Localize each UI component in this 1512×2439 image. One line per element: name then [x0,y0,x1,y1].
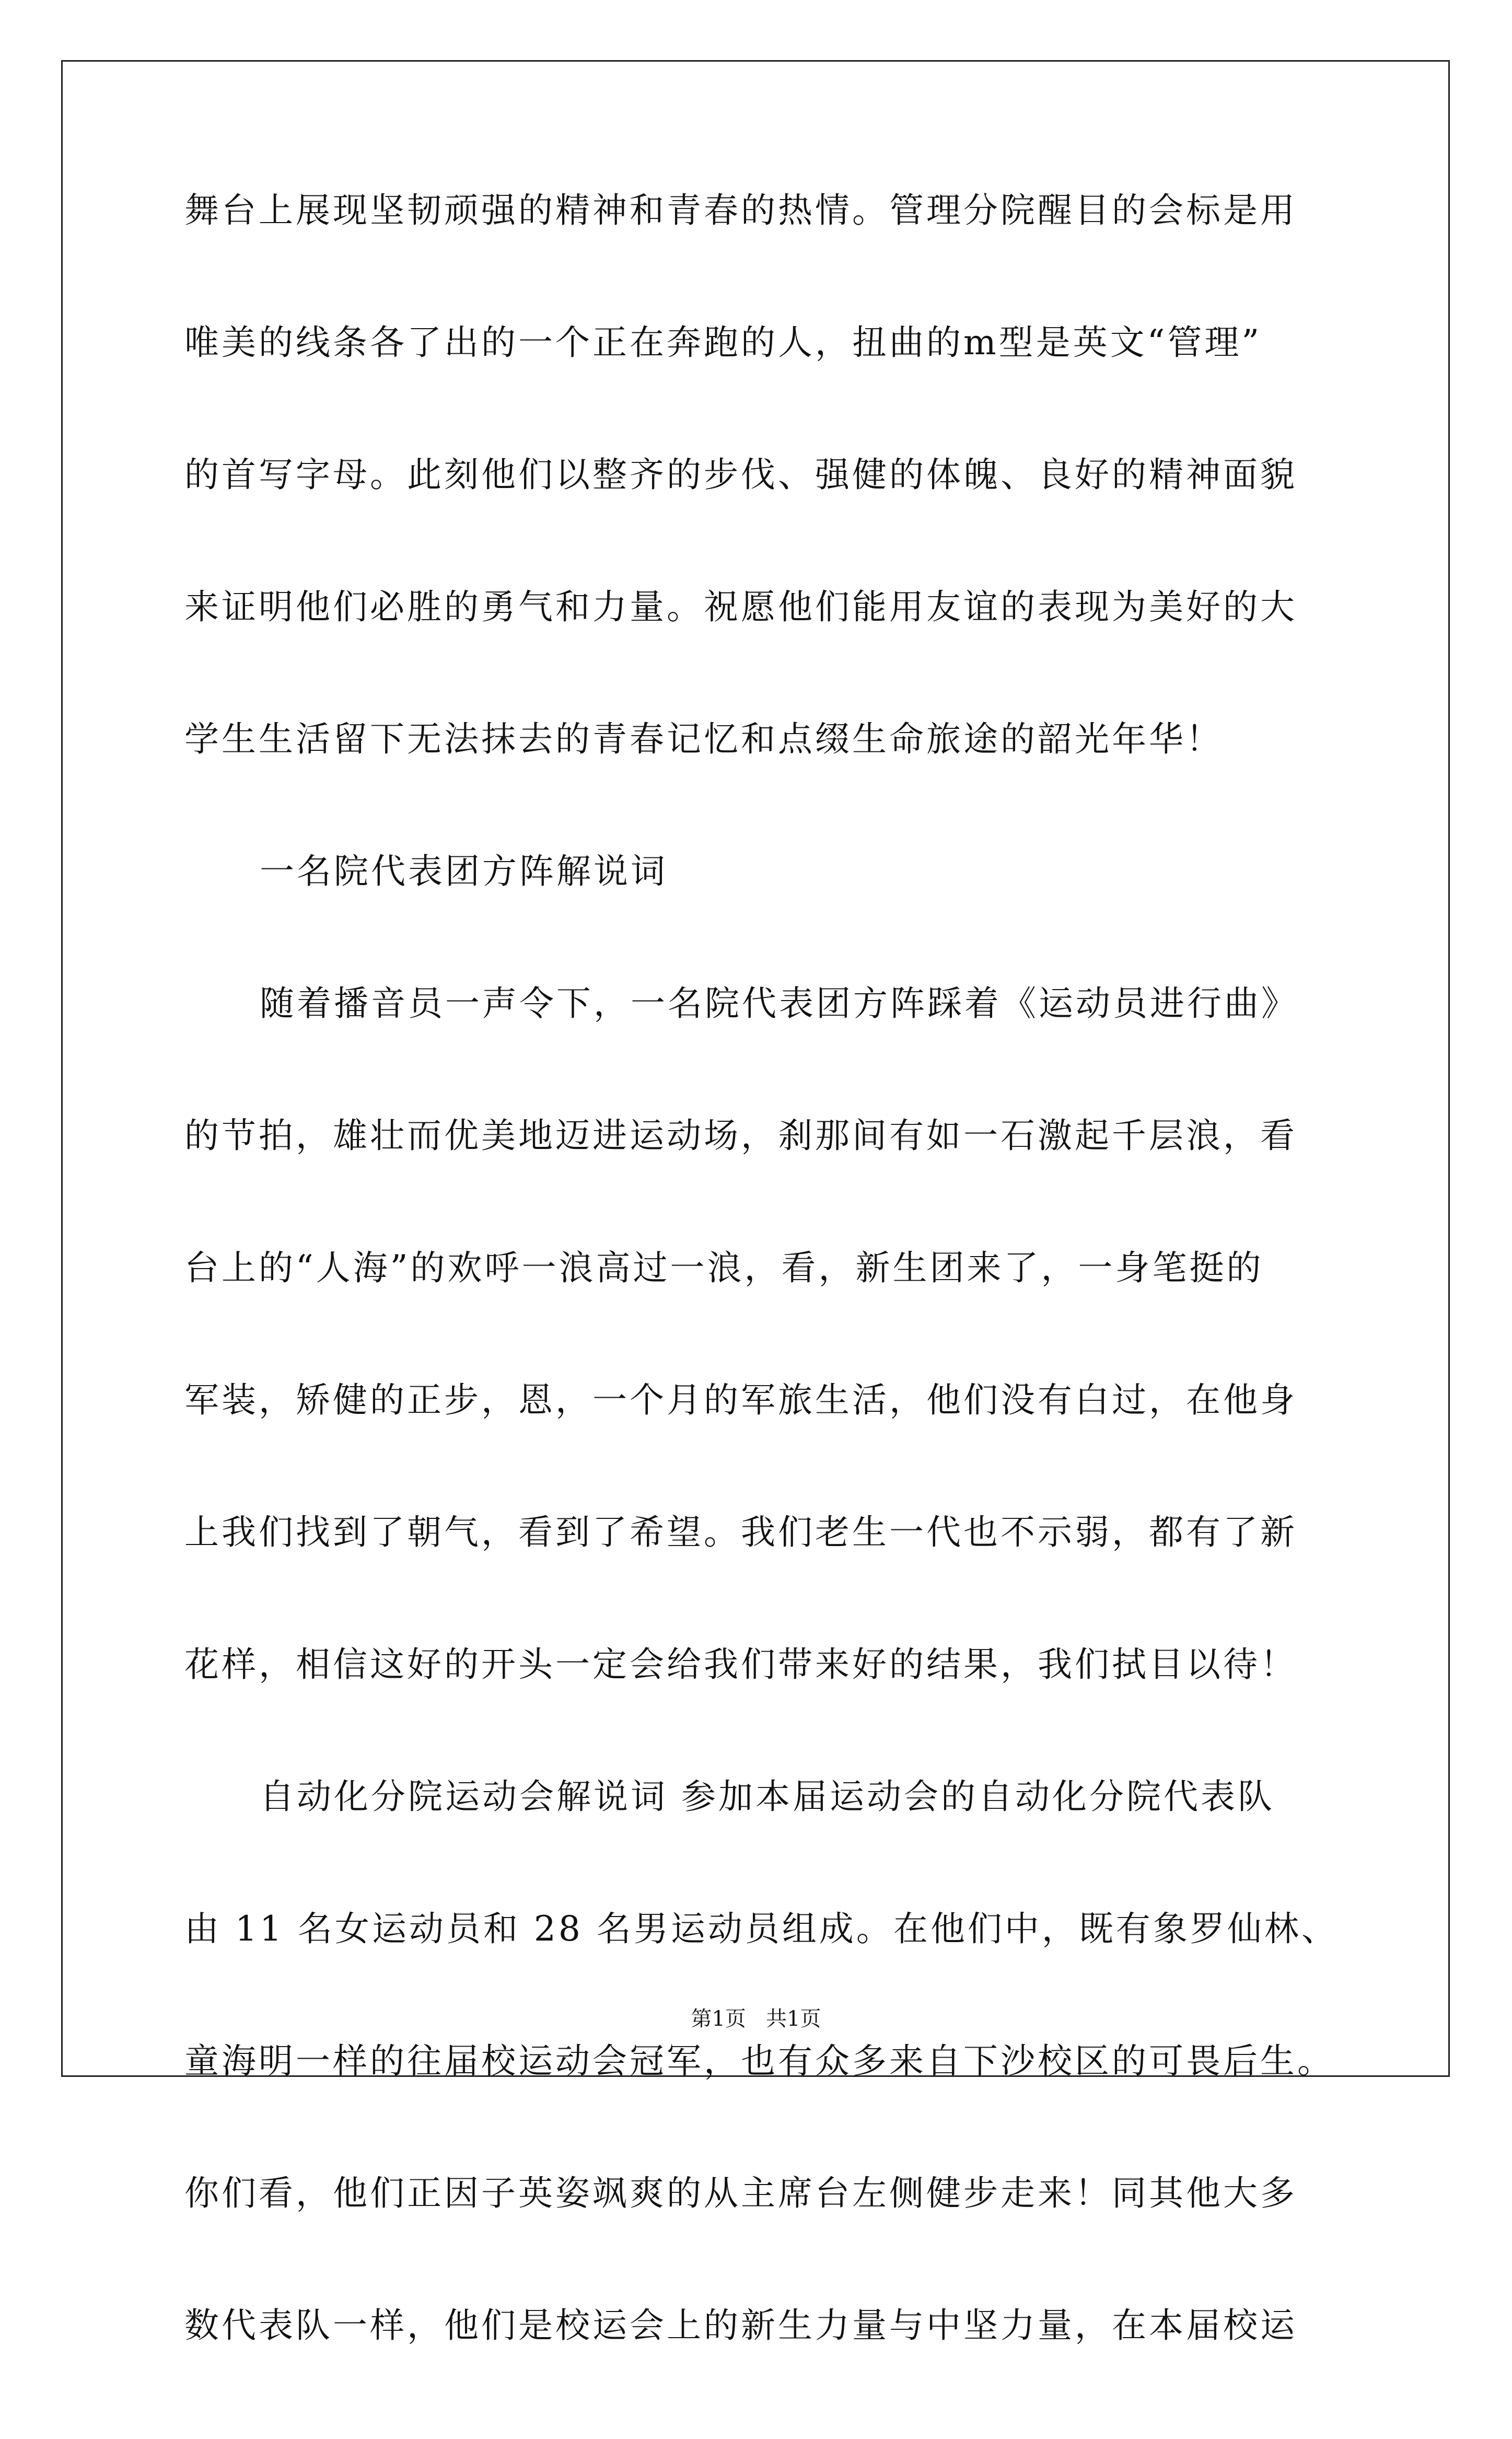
document-body [184,190,1339,2439]
text-line: 台上的“人海”的欢呼一浪高过一浪，看，新生团来了，一身笔挺的 [184,1248,1264,1288]
text-line: 自动化分院运动会解说词 参加本届运动会的自动化分院代表队 [260,1776,1275,1817]
text-line: 随着播音员一声令下，一名院代表团方阵踩着《运动员进行曲》 [260,983,1298,1024]
text-line: 的节拍，雄壮而优美地迈进运动场，刹那间有如一石激起千层浪，看 [184,1116,1297,1156]
text-line: 数代表队一样，他们是校运会上的新生力量与中坚力量，在本届校运 [184,2305,1297,2345]
section-heading: 一名院代表团方阵解说词 [260,851,668,891]
page-number-footer: 第1页 共1页 [691,2007,821,2031]
text-line: 花样，相信这好的开头一定会给我们带来好的结果，我们拭目以待！ [184,1644,1297,1685]
text-line: 军装，矫健的正步，恩，一个月的军旅生活，他们没有白过，在他身 [184,1380,1297,1420]
text-line: 舞台上展现坚韧顽强的精神和青春的热情。管理分院醒目的会标是用 [184,190,1297,230]
text-line: 学生生活留下无法抹去的青春记忆和点缀生命旅途的韶光年华！ [184,719,1223,759]
text-line: 上我们找到了朝气，看到了希望。我们老生一代也不示弱，都有了新 [184,1512,1297,1552]
text-line: 由 11 名女运动员和 28 名男运动员组成。在他们中，既有象罗仙林、 [184,1909,1339,1949]
text-line: 的首写字母。此刻他们以整齐的步伐、强健的体魄、良好的精神面貌 [184,455,1297,495]
text-line: 唯美的线条各了出的一个正在奔跑的人，扭曲的m型是英文“管理” [184,322,1262,363]
text-line: 来证明他们必胜的勇气和力量。祝愿他们能用友谊的表现为美好的大 [184,587,1297,627]
text-line: 你们看，他们正因子英姿飒爽的从主席台左侧健步走来！同其他大多 [184,2173,1297,2213]
text-line: 童海明一样的往届校运动会冠军，也有众多来自下沙校区的可畏后生。 [184,2041,1334,2081]
